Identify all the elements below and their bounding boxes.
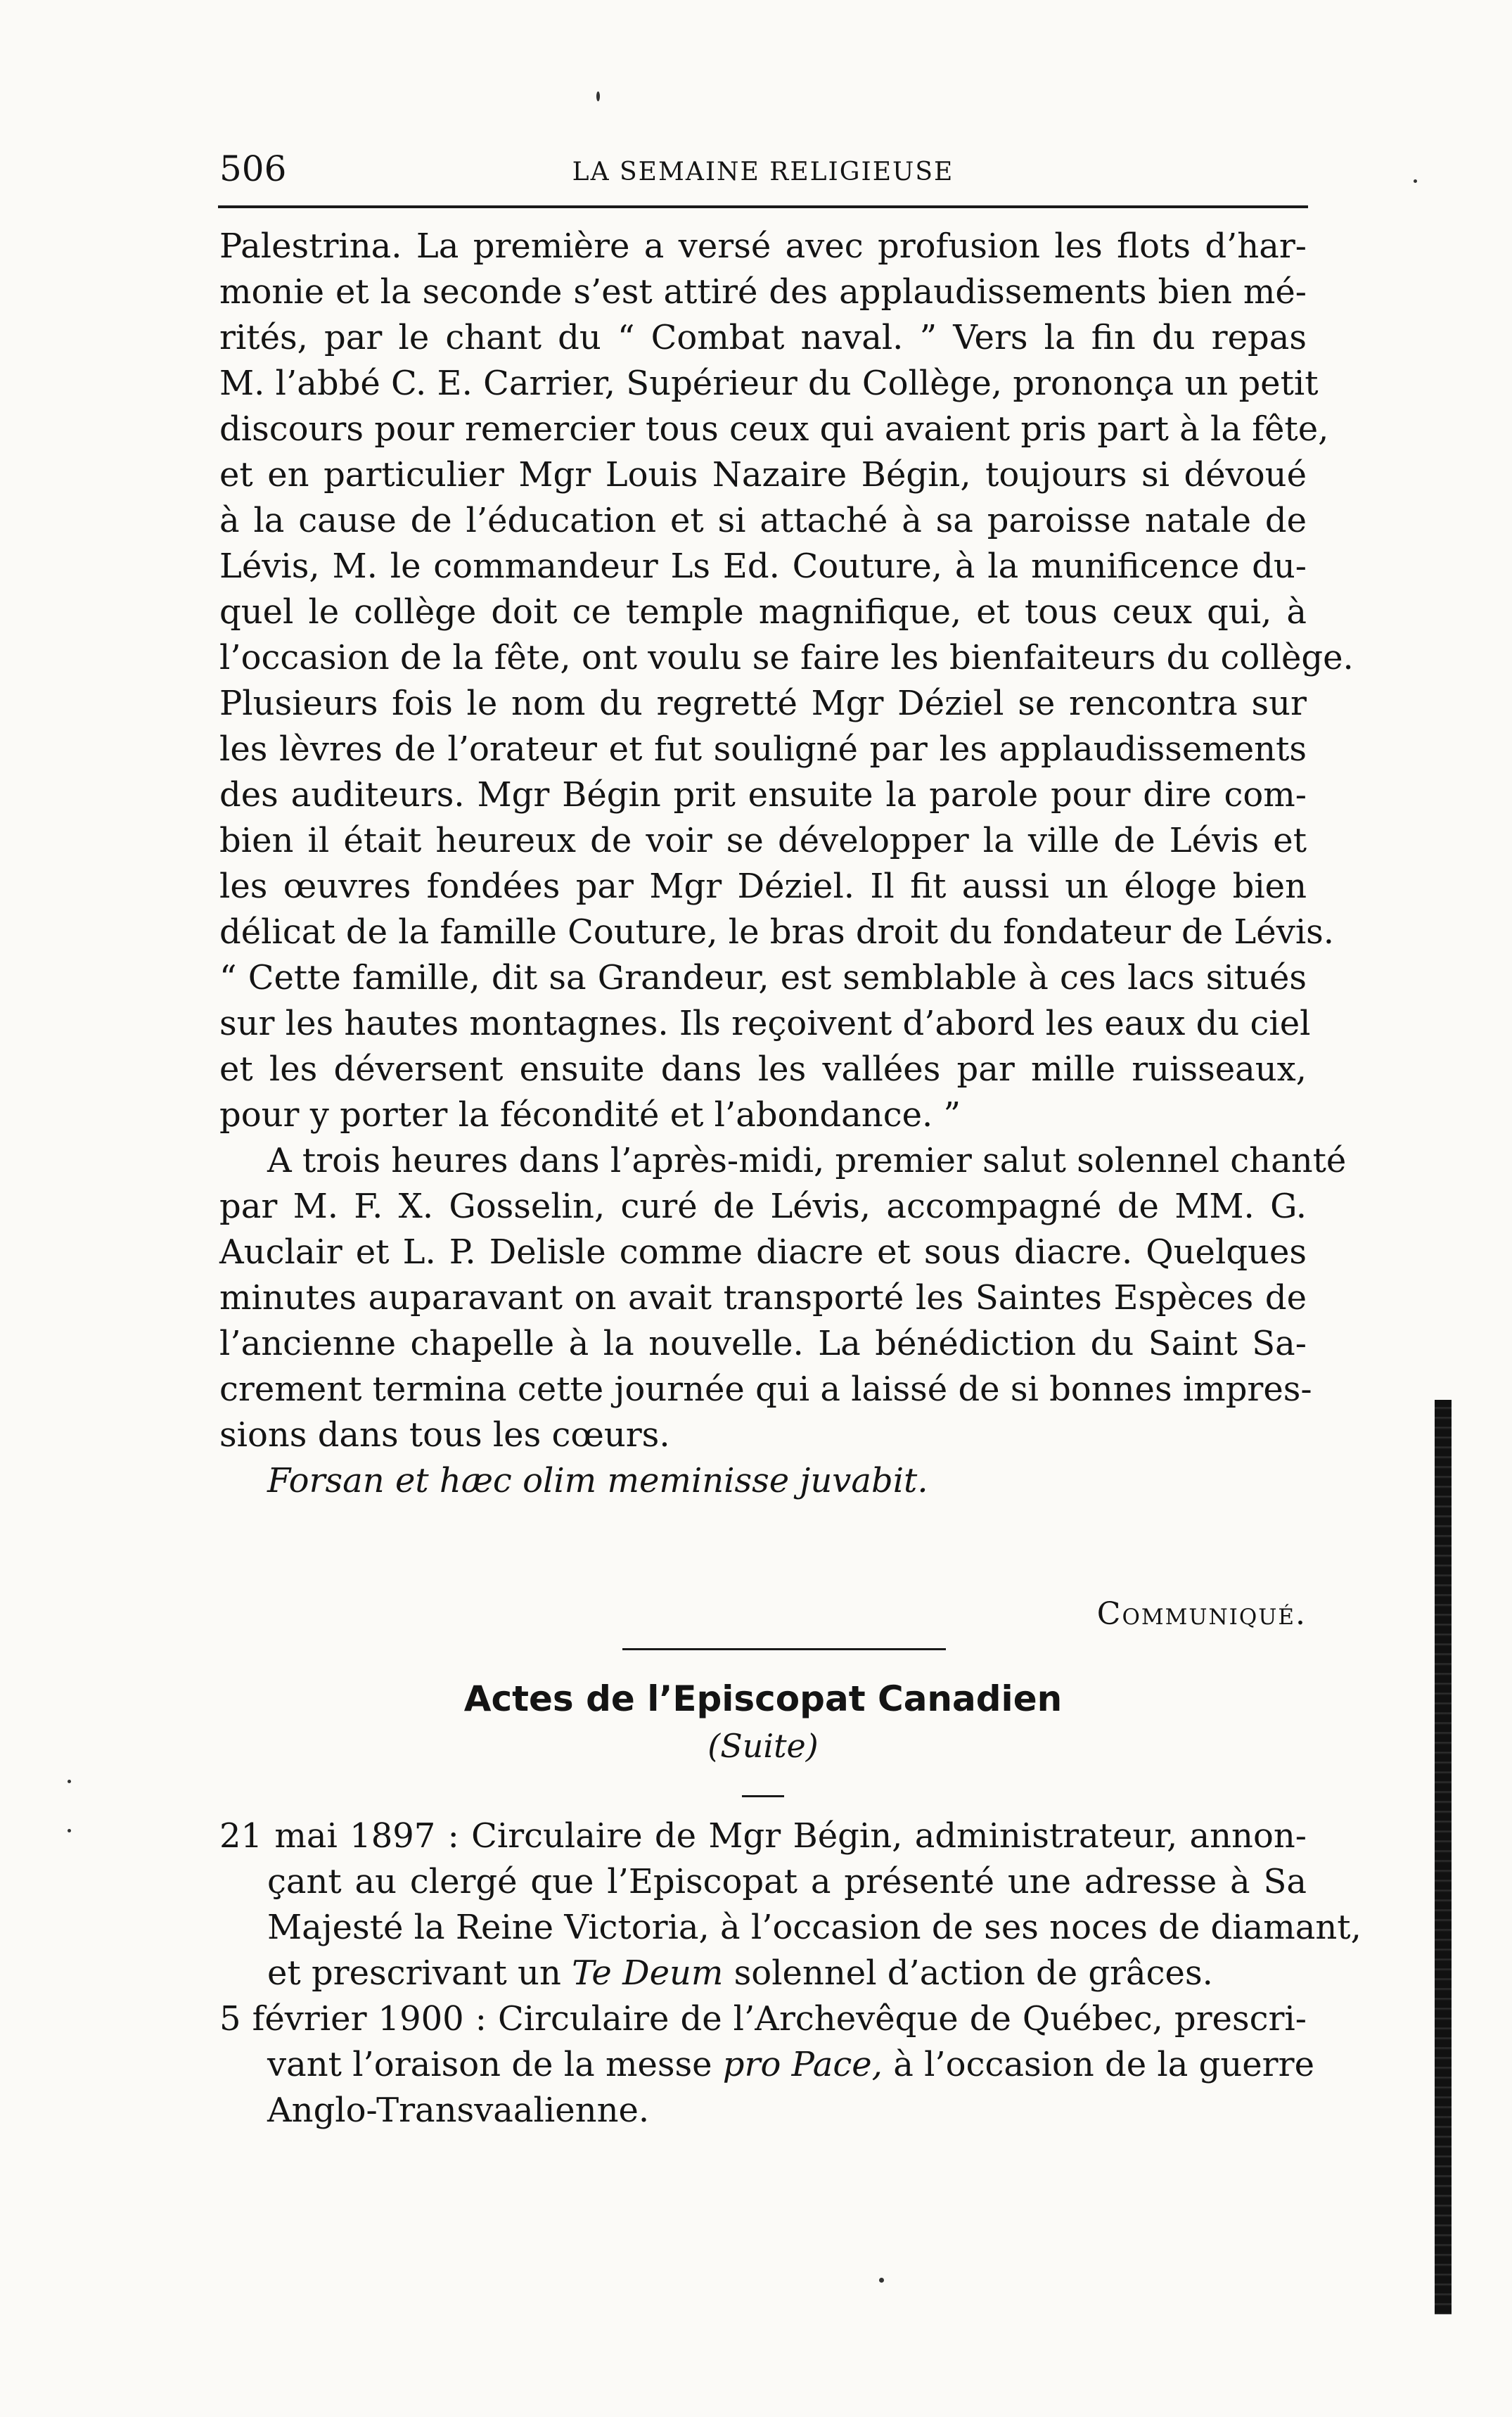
scan-speck <box>68 1829 71 1832</box>
act-line: 5 février 1900 : Circulaire de l’Archevêque de Québec, prescri- <box>219 1999 1307 2039</box>
text-line: sions dans tous les cœurs. <box>219 1415 670 1455</box>
subtitle-divider <box>742 1795 784 1797</box>
act-text: vant l’oraison de la messe <box>267 2045 723 2084</box>
text-line: Palestrina. La première a versé avec profusion les flots d’har- <box>219 227 1307 266</box>
text-line: minutes auparavant on avait transporté les Saintes Espèces de <box>219 1278 1307 1318</box>
act-emphasis: Te Deum <box>572 1953 724 1993</box>
act-line: Majesté la Reine Victoria, à l’occasion de ses noces de diamant, <box>267 1908 1362 1947</box>
text-line: des auditeurs. Mgr Bégin prit ensuite la parole pour dire com- <box>219 775 1307 815</box>
text-line: les lèvres de l’orateur et fut souligné par les applaudissements <box>219 729 1307 769</box>
act-entry <box>219 1996 1314 2134</box>
scan-speck <box>596 91 600 101</box>
act-text: à l’occasion de la guerre <box>882 2045 1314 2084</box>
text-line: l’ancienne chapelle à la nouvelle. La bénédiction du Saint Sa- <box>219 1324 1307 1363</box>
text-line: monie et la seconde s’est attiré des applaudissements bien mé- <box>219 272 1307 312</box>
signature-communique: Communiqué. <box>1096 1596 1307 1632</box>
act-entry <box>219 1813 1362 1996</box>
scan-binding-edge <box>1435 1400 1452 2314</box>
section-subtitle: (Suite) <box>707 1727 819 1765</box>
text-line: quel le collège doit ce temple magnifique, et tous ceux qui, à <box>219 592 1307 632</box>
acts-list <box>219 1813 1362 2134</box>
text-line: Plusieurs fois le nom du regretté Mgr Déziel se rencontra sur <box>219 684 1307 723</box>
text-line: et en particulier Mgr Louis Nazaire Bégin, toujours si dévoué <box>219 455 1307 495</box>
paragraph-first-line: A trois heures dans l’après-midi, premier salut solennel chanté <box>267 1141 1347 1180</box>
scan-speck <box>1414 179 1417 183</box>
page-number: 506 <box>219 148 287 189</box>
text-line: discours pour remercier tous ceux qui avaient pris part à la fête, <box>219 409 1329 449</box>
text-line: délicat de la famille Couture, le bras droit du fondateur de Lévis. <box>219 912 1335 952</box>
text-line: sur les hautes montagnes. Ils reçoivent d’abord les eaux du ciel <box>219 1004 1311 1043</box>
body-text <box>219 224 1354 1504</box>
scan-speck <box>879 2278 884 2283</box>
act-emphasis: pro Pace, <box>722 2045 883 2084</box>
text-line: rités, par le chant du “ Combat naval. ” Vers la fin du repas <box>219 318 1307 357</box>
text-line: Auclair et L. P. Delisle comme diacre et sous diacre. Quelques <box>219 1232 1307 1272</box>
text-line: “ Cette famille, dit sa Grandeur, est semblable à ces lacs situés <box>219 958 1307 997</box>
scan-speck <box>68 1780 71 1783</box>
text-line: par M. F. X. Gosselin, curé de Lévis, accompagné de MM. G. <box>219 1187 1307 1226</box>
text-line: M. l’abbé C. E. Carrier, Supérieur du Collège, prononça un petit <box>219 364 1319 403</box>
act-line: çant au clergé que l’Episcopat a présenté une adresse à Sa <box>267 1862 1307 1901</box>
section-title: Actes de l’Episcopat Canadien <box>463 1678 1063 1719</box>
act-line: 21 mai 1897 : Circulaire de Mgr Bégin, administrateur, annon- <box>219 1816 1307 1856</box>
text-line: les œuvres fondées par Mgr Déziel. Il fit aussi un éloge bien <box>219 867 1307 906</box>
text-line: bien il était heureux de voir se développer la ville de Lévis et <box>219 821 1307 860</box>
text-line: et les déversent ensuite dans les vallées par mille ruisseaux, <box>219 1050 1307 1089</box>
act-line <box>219 2042 1314 2088</box>
act-line <box>219 1951 1307 1996</box>
text-line: crement termina cette journée qui a laissé de si bonnes impres- <box>219 1370 1312 1409</box>
latin-quote: Forsan et hæc olim meminisse juvabit. <box>267 1461 928 1500</box>
text-line: à la cause de l’éducation et si attaché à sa paroisse natale de <box>219 501 1307 540</box>
act-text: et prescrivant un <box>267 1953 572 1993</box>
running-title: LA SEMAINE RELIGIEUSE <box>572 158 954 186</box>
text-line: pour y porter la fécondité et l’abondance. ” <box>219 1095 961 1135</box>
text-line: Lévis, M. le commandeur Ls Ed. Couture, à la munificence du- <box>219 547 1307 586</box>
page-header <box>219 148 1307 197</box>
header-rule <box>218 205 1308 208</box>
act-text: solennel d’action de grâces. <box>723 1953 1213 1993</box>
act-line: Anglo-Transvaalienne. <box>267 2091 650 2130</box>
text-line: l’occasion de la fête, ont voulu se faire les bienfaiteurs du collège. <box>219 638 1354 677</box>
section-divider <box>622 1648 946 1650</box>
